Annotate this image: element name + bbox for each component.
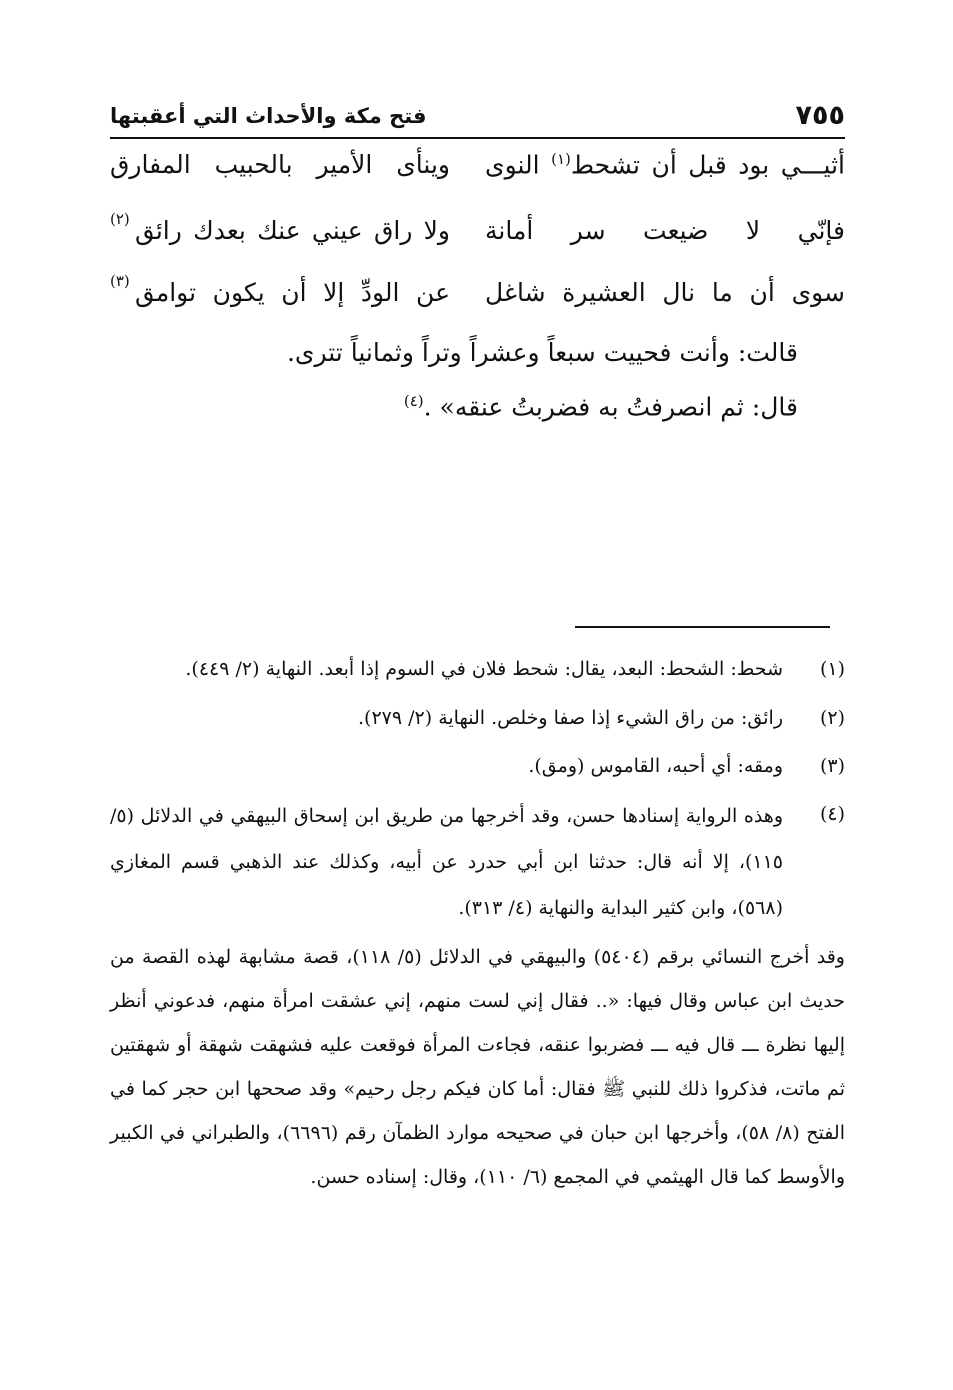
prose-line-1: قالت: وأنت فحييت سبعاً وعشراً وتراً وثمانياً تترى. (286, 338, 798, 367)
verse-1-first-text: أثيـــي بود قبل أن تشحط (570, 150, 845, 180)
verse-line-2 (110, 210, 845, 268)
footnote-mark-4: (٤) (403, 392, 424, 410)
footnote-3 (110, 745, 845, 787)
verse-line-1 (110, 150, 845, 202)
verse-2-first-hemistich: فإنّي لا ضيعت سر أمانة (485, 216, 845, 245)
prose-line-2 (404, 392, 798, 421)
verse-3-first-hemistich: سوى أن ما نال العشيرة شاغل (485, 278, 845, 307)
verse-1-first-hemistich (485, 150, 845, 179)
footnote-2-number: (٢) (819, 707, 845, 729)
footnote-3-number: (٣) (819, 755, 845, 777)
footnote-1-text: شحط: الشحط: البعد، يقال: شحط فلان في السوم إذا أبعد. النهاية (٢/ ٤٤٩). (185, 658, 783, 680)
verse-2-second-hemistich: ولا راق عيني عنك بعدك رائق (135, 216, 450, 245)
verse-1-first-end: النوى (485, 150, 540, 180)
footnote-2 (110, 697, 845, 739)
footnote-4 (110, 793, 845, 933)
footnote-4-continuation: وقد أخرج النسائي برقم (٥٤٠٤) والبيهقي في الدلائل (٥/ ١١٨)، قصة مشابهة لهذه القصة من حديث ابن عباس وقال فيها: «.. فقال إني لست منهم، إني عشقت امرأة منهم، فدعوني أنظر إليها نظرة ـــ قال فيه ـــ فضربوا عنقه، فجاءت المرأة فوقعت عليه فشهقت شهقة أو شهقتين ثم ماتت، فذكروا ذلك للنبي ﷺ فقال: أما كان فيكم رجل رحيم» وقد صححها ابن حجر كما في الفتح (٨/ ٥٨)، وأخرجها ابن حبان في صحيحه موارد الظمآن رقم (٦٦٩٦)، والطبراني في الكبير والأوسط كما قال الهيثمي في المجمع (٦/ ١١٠)، وقال: إسناده حسن. (110, 946, 845, 1188)
footnote-1 (110, 648, 845, 690)
page-number: ٧٥٥ (795, 100, 845, 131)
verse-line-3 (110, 272, 845, 330)
page-header (110, 100, 845, 136)
footnote-mark-3: (٣) (110, 272, 130, 290)
footnote-2-text: رائق: من راق الشيء إذا صفا وخلص. النهاية (٢/ ٢٧٩). (358, 707, 783, 729)
prose-line-2-text: قال: ثم انصرفتُ به فضربتُ عنقه» . (423, 392, 798, 422)
footnote-separator (575, 626, 830, 628)
header-rule (110, 137, 845, 139)
verse-1-second-hemistich: وينأى الأمير بالحبيب المفارق (110, 150, 450, 179)
running-title: فتح مكة والأحداث التي أعقبتها (110, 104, 427, 128)
footnote-mark-1: (١) (551, 150, 571, 168)
verse-3-second-hemistich: عن الودِّ إلا أن يكون توامق (135, 278, 450, 307)
footnote-3-text: ومقه: أي أحبه، القاموس (ومق). (528, 755, 783, 777)
footnote-4-number: (٤) (819, 803, 845, 825)
footnote-mark-2: (٢) (110, 210, 130, 228)
footnote-4-text: وهذه الرواية إسنادها حسن، وقد أخرجها من طريق ابن إسحاق البيهقي في الدلائل (٥/ ١١٥)، إلا أنه قال: حدثنا ابن أبي حدرد عن أبيه، وكذلك عند الذهبي قسم المغازي (٥٦٨)، وابن كثير البداية والنهاية (٤/ ٣١٣). (110, 805, 783, 919)
footnote-1-number: (١) (819, 658, 845, 680)
